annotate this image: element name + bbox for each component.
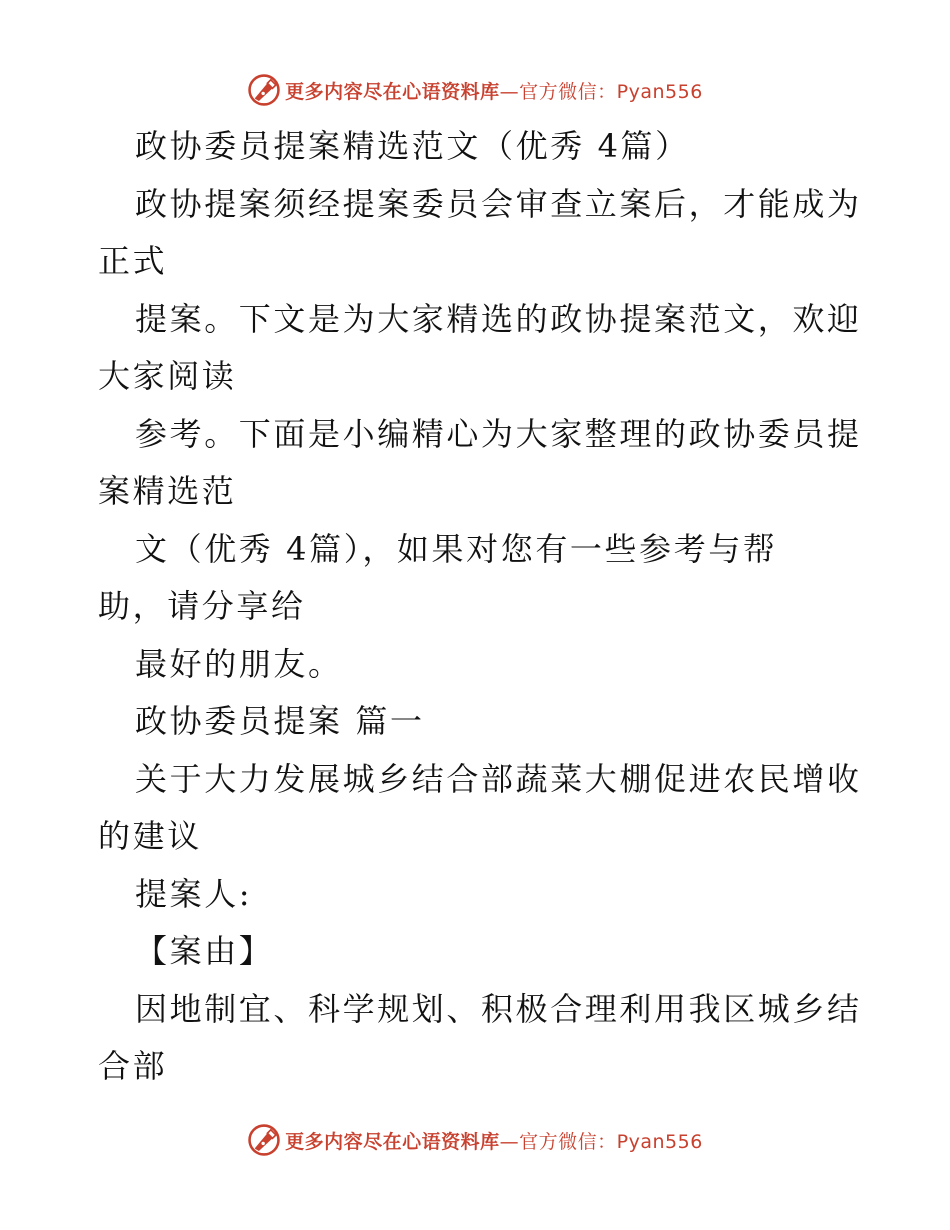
text-line: 大家阅读 bbox=[98, 357, 237, 395]
text-line: 参考。下面是小编精心为大家整理的政协委员提 bbox=[135, 414, 862, 453]
text-line: 案精选范 bbox=[98, 472, 237, 510]
text-line: 政协提案须经提案委员会审查立案后，才能成为 bbox=[135, 184, 862, 223]
document-body bbox=[98, 118, 862, 1096]
text-line: 文（优秀 4篇），如果对您有一些参考与帮 bbox=[135, 529, 778, 568]
text-line: 最好的朋友。 bbox=[135, 644, 343, 683]
text-line: 【案由】 bbox=[135, 932, 274, 970]
text-line: 提案。下文是为大家精选的政协提案范文，欢迎 bbox=[135, 299, 862, 338]
text-line: 的建议 bbox=[98, 817, 202, 855]
watermark-tail-text: —官方微信：Pyan556 bbox=[499, 1130, 703, 1153]
footer-watermark bbox=[0, 1120, 950, 1160]
text-line: 合部 bbox=[98, 1047, 168, 1085]
text-line: 关于大力发展城乡结合部蔬菜大棚促进农民增收 bbox=[135, 759, 862, 798]
text-line: 政协委员提案精选范文（优秀 4篇） bbox=[135, 127, 690, 165]
text-line: 提案人: bbox=[135, 874, 253, 913]
watermark-tail-text: —官方微信：Pyan556 bbox=[499, 80, 703, 103]
text-line: 助，请分享给 bbox=[98, 587, 306, 625]
text-line: 正式 bbox=[98, 242, 168, 280]
text-line: 因地制宜、科学规划、积极合理利用我区城乡结 bbox=[135, 989, 862, 1028]
watermark-main-text: 更多内容尽在心语资料库 bbox=[285, 1130, 500, 1153]
text-line: 政协委员提案 篇一 bbox=[135, 702, 425, 740]
watermark-main-text: 更多内容尽在心语资料库 bbox=[285, 80, 500, 103]
pen-nib-logo-icon bbox=[247, 73, 281, 107]
pen-nib-logo-icon bbox=[247, 1123, 281, 1157]
header-watermark bbox=[0, 70, 950, 110]
